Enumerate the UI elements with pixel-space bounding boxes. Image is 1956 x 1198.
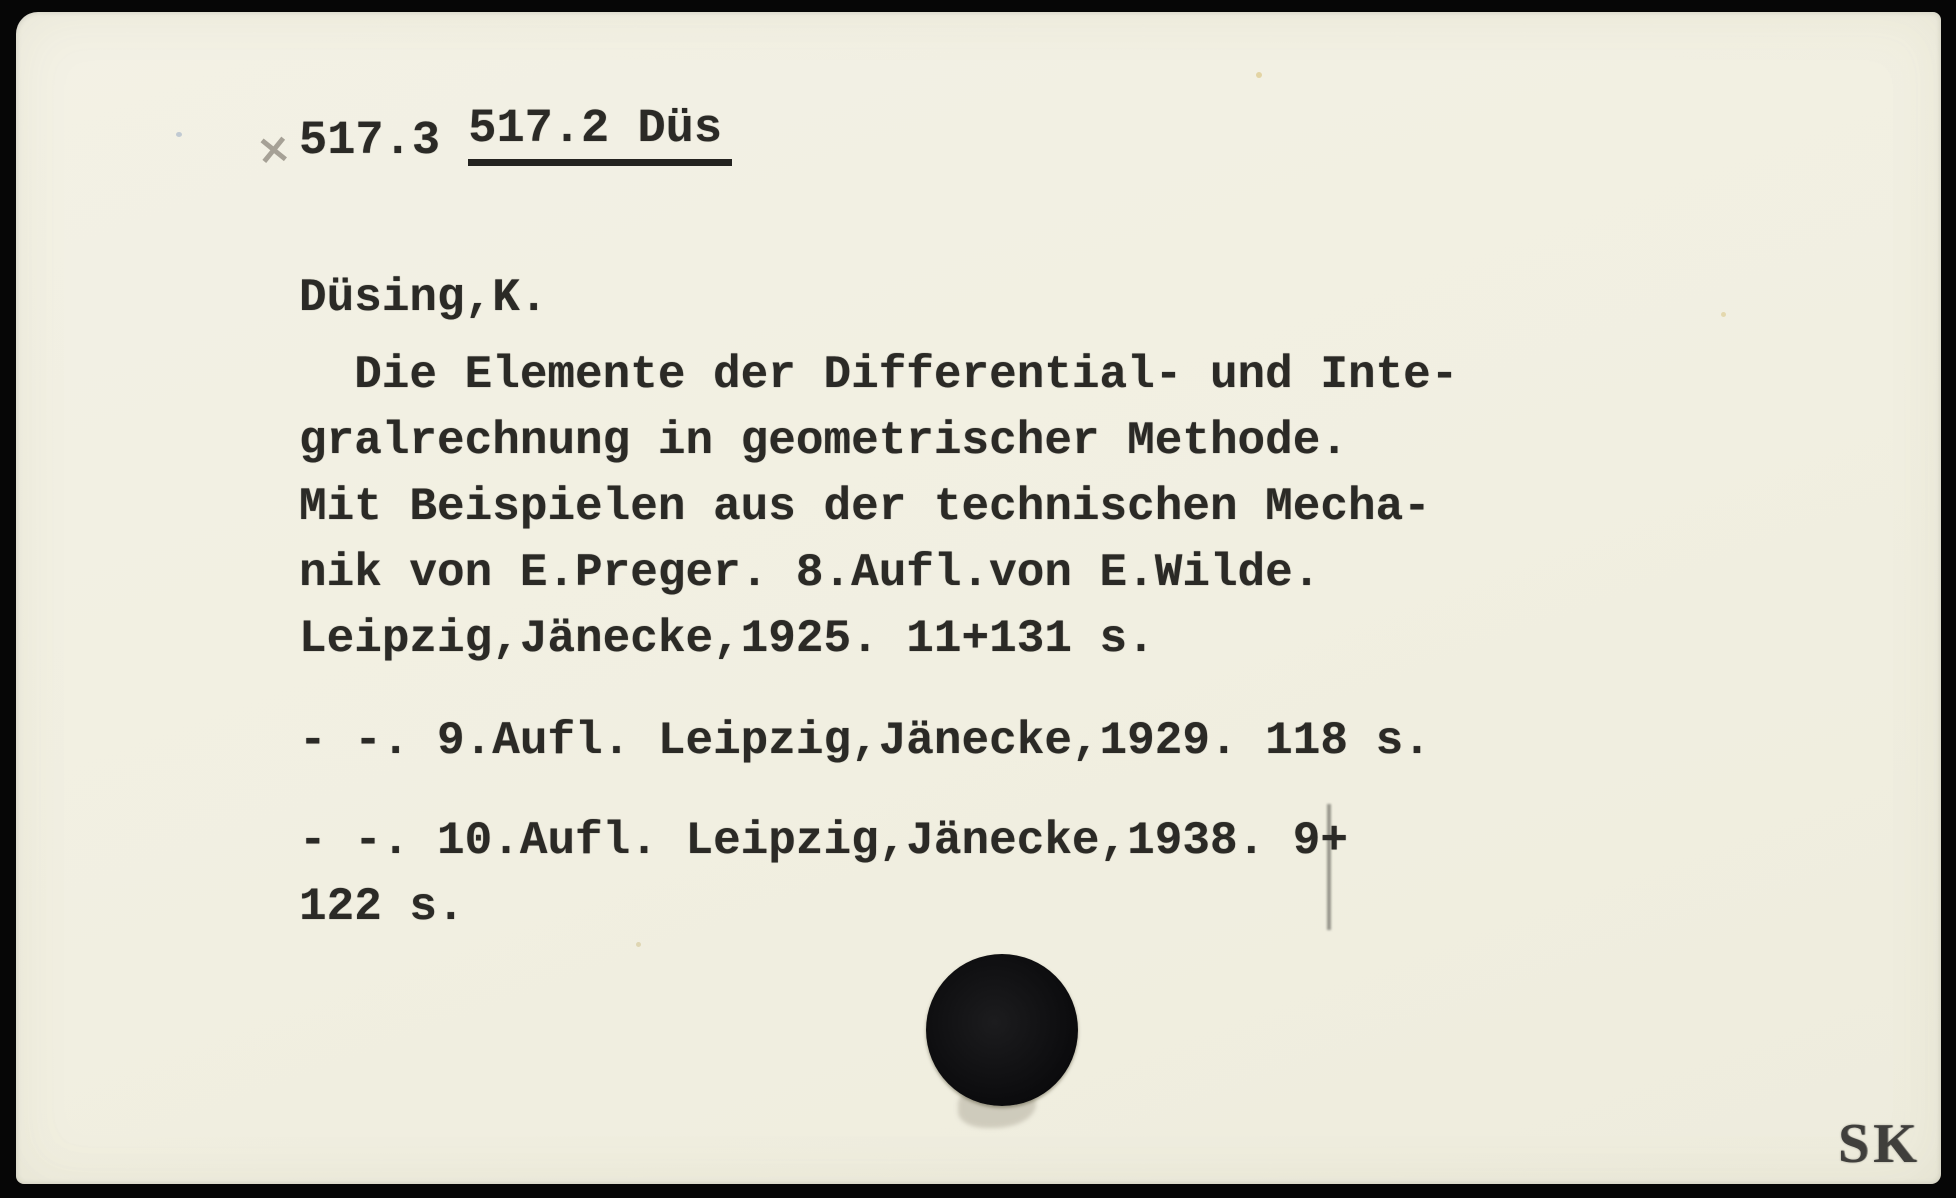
main-entry-line: Mit Beispielen aus der technischen Mecha-	[299, 481, 1431, 533]
library-stamp: SK	[1838, 1113, 1921, 1175]
tenth-edition-line: - -. 10.Aufl. Leipzig,Jänecke,1938. 9+	[299, 815, 1348, 867]
call-number-alternate: 517.3	[299, 115, 441, 168]
main-entry-line: Leipzig,Jänecke,1925. 11+131 s.	[299, 613, 1155, 665]
main-entry-line: Die Elemente der Differential- und Inte-	[354, 349, 1459, 401]
tenth-edition-entry	[299, 808, 1348, 940]
ink-smudge	[1327, 804, 1331, 930]
punch-hole	[926, 954, 1078, 1106]
ninth-edition-entry: - -. 9.Aufl. Leipzig,Jänecke,1929. 118 s.	[299, 715, 1431, 767]
tenth-edition-line: 122 s.	[299, 881, 465, 933]
call-number-primary-text: 517.2 Düs	[468, 104, 732, 166]
pencil-cross-mark: ×	[253, 122, 294, 175]
author-heading: Düsing,K.	[299, 272, 548, 324]
main-entry-line: gralrechnung in geometrischer Methode.	[299, 415, 1348, 467]
paper-speck	[1721, 312, 1726, 317]
index-card	[16, 12, 1941, 1184]
main-entry-paragraph	[299, 342, 1458, 672]
paper-speck	[636, 942, 641, 947]
main-entry-line: nik von E.Preger. 8.Aufl.von E.Wilde.	[299, 547, 1321, 599]
paper-speck	[1256, 72, 1262, 78]
paper-speck	[176, 132, 182, 137]
